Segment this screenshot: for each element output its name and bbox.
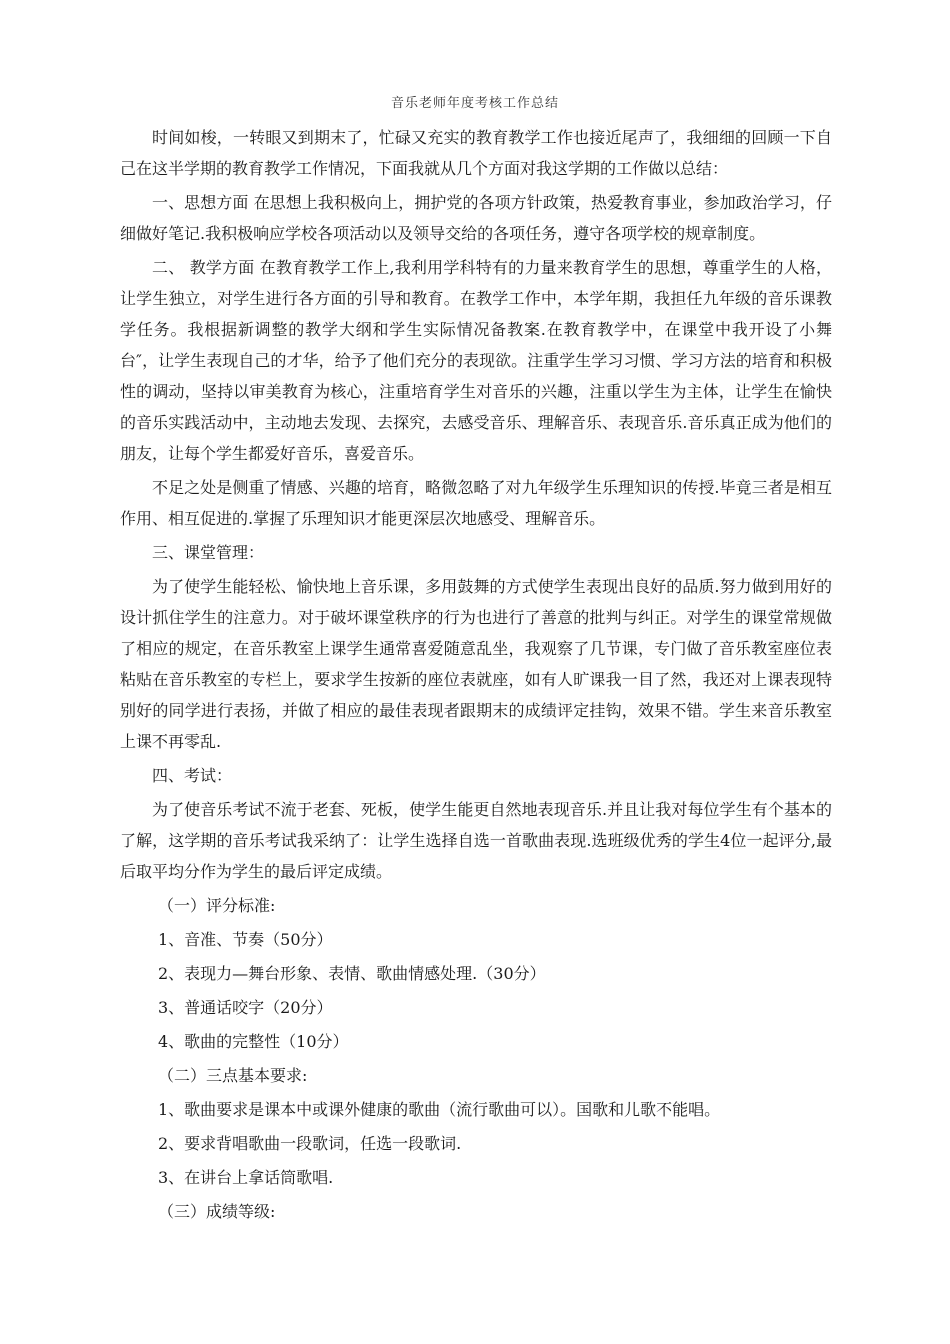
document-title: 音乐老师年度考核工作总结	[390, 96, 559, 111]
document-body	[120, 122, 832, 1227]
paragraph-exam: 为了使音乐考试不流于老套、死板，使学生能更自然地表现音乐.并且让我对每位学生有个基本的了解，这学期的音乐考试我采纳了：让学生选择自选一首歌曲表现.选班级优秀的学生4位一起评分,最后取平均分作为学生的最后评定成绩。	[120, 800, 832, 881]
heading-exam: 四、考试：	[152, 766, 233, 785]
paragraph-classroom: 为了使学生能轻松、愉快地上音乐课，多用鼓舞的方式使学生表现出良好的品质.努力做到用好的设计抓住学生的注意力。对于破坏课堂秩序的行为也进行了善意的批判与纠正。对学生的课堂常规做了相应的规定，在音乐教室上课学生通常喜爱随意乱坐，我观察了几节课，专门做了音乐教室座位表粘贴在音乐教室的专栏上，要求学生按新的座位表就座，如有人旷课我一目了然，我还对上课表现特别好的同学进行表扬，并做了相应的最佳表现者跟期末的成绩评定挂钩，效果不错。学生来音乐教室上课不再零乱.	[120, 577, 832, 751]
list-item: 3、在讲台上拿话筒歌唱.	[158, 1168, 334, 1187]
subheading-grades: （三）成绩等级:	[158, 1202, 276, 1221]
paragraph-ideology: 一、思想方面 在思想上我积极向上，拥护党的各项方针政策，热爱教育事业，参加政治学习，仔细做好笔记.我积极响应学校各项活动以及领导交给的各项任务，遵守各项学校的规章制度。	[120, 193, 832, 243]
list-item: 2、表现力—舞台形象、表情、歌曲情感处理.（30分）	[158, 964, 546, 983]
paragraph-intro: 时间如梭，一转眼又到期末了，忙碌又充实的教育教学工作也接近尾声了，我细细的回顾一下自己在这半学期的教育教学工作情况，下面我就从几个方面对我这学期的工作做以总结：	[120, 128, 832, 178]
list-item: 1、音准、节奏（50分）	[158, 930, 333, 949]
list-item: 2、要求背唱歌曲一段歌词，任选一段歌词.	[158, 1134, 462, 1153]
list-item: 1、歌曲要求是课本中或课外健康的歌曲（流行歌曲可以）。国歌和儿歌不能唱。	[158, 1100, 721, 1119]
list-item: 4、歌曲的完整性（10分）	[158, 1032, 349, 1051]
paragraph-shortcoming: 不足之处是侧重了情感、兴趣的培育，略微忽略了对九年级学生乐理知识的传授.毕竟三者是相互作用、相互促进的.掌握了乐理知识才能更深层次地感受、理解音乐。	[120, 478, 832, 528]
paragraph-teaching: 二、 教学方面 在教育教学工作上,我利用学科特有的力量来教育学生的思想，尊重学生的人格，让学生独立，对学生进行各方面的引导和教育。在教学工作中，本学年期，我担任九年级的音乐课教学任务。我根据新调整的教学大纲和学生实际情况备教案.在教育教学中，在课堂中我开设了小舞台″，让学生表现自己的才华，给予了他们充分的表现欲。注重学生学习习惯、学习方法的培育和积极性的调动，坚持以审美教育为核心，注重培育学生对音乐的兴趣，注重以学生为主体，让学生在愉快的音乐实践活动中，主动地去发现、去探究，去感受音乐、理解音乐、表现音乐.音乐真正成为他们的朋友，让每个学生都爱好音乐，喜爱音乐。	[120, 258, 832, 463]
subheading-requirements: （二）三点基本要求:	[158, 1066, 308, 1085]
heading-classroom: 三、课堂管理：	[152, 543, 265, 562]
list-item: 3、普通话咬字（20分）	[158, 998, 333, 1017]
subheading-scoring: （一）评分标准:	[158, 896, 276, 915]
